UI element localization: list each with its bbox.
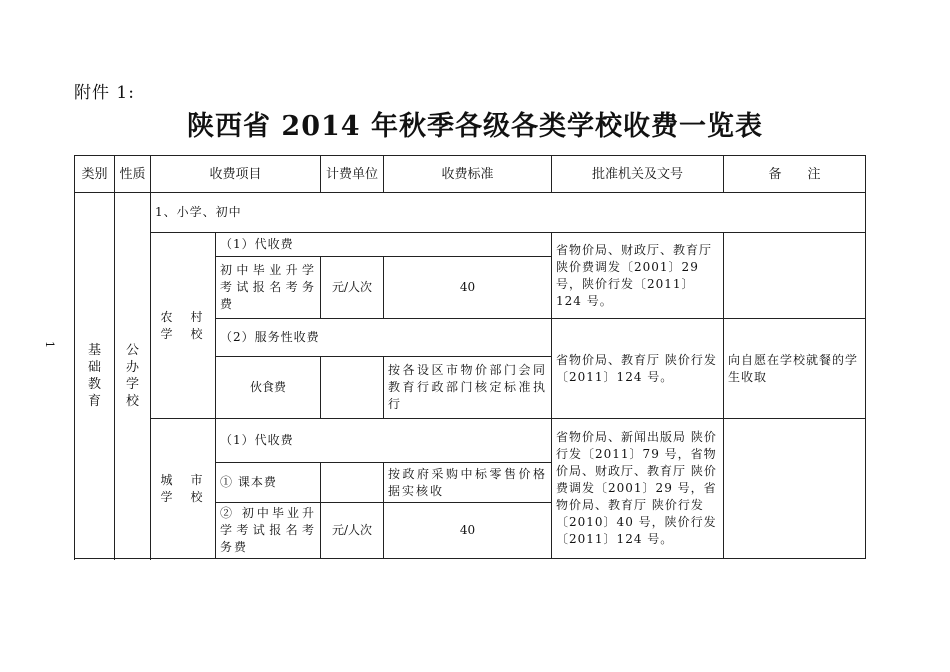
meal-fee-unit — [321, 357, 384, 419]
category-cell: 基 础 教 育 — [75, 193, 115, 559]
urban-exam-fee-unit: 元/人次 — [321, 503, 384, 559]
meal-fee-item: 伙食费 — [216, 357, 321, 419]
rural-group2-title: （2）服务性收费 — [216, 319, 552, 357]
fee-table — [74, 155, 866, 559]
urban-exam-fee-standard: 40 — [384, 503, 552, 559]
rural-school-label: 农 村 学 校 — [151, 233, 216, 419]
textbook-fee-standard: 按政府采购中标零售价格据实核收 — [384, 463, 552, 503]
textbook-fee-unit — [321, 463, 384, 503]
table-header-row — [75, 156, 866, 193]
nature-cell: 公 办 学 校 — [115, 193, 151, 559]
rural-exam-fee-item: 初中毕业升学考试报名考务费 — [216, 257, 321, 319]
page-number: 1 — [43, 341, 56, 348]
meal-fee-standard: 按各设区市物价部门会同教育行政部门核定标准执行 — [384, 357, 552, 419]
urban-school-label: 城 市 学 校 — [151, 419, 216, 559]
column-header-unit: 计费单位 — [321, 156, 384, 193]
column-header-fee-item: 收费项目 — [151, 156, 321, 193]
column-header-standard: 收费标准 — [384, 156, 552, 193]
document-title: 陕西省 2014 年秋季各级各类学校收费一览表 — [187, 111, 763, 142]
column-header-nature: 性质 — [115, 156, 151, 193]
table-row — [75, 233, 866, 257]
rural-group2-approval: 省物价局、教育厅 陕价行发〔2011〕124 号。 — [552, 319, 724, 419]
column-header-remark: 备 注 — [724, 156, 866, 193]
table-row — [75, 419, 866, 463]
urban-approval: 省物价局、新闻出版局 陕价行发〔2011〕79 号，省物价局、财政厅、教育厅 陕价费调发〔2001〕29 号，省物价局、教育厅 陕价行发〔2010〕40 号，陕价行发〔2011〕124 号。 — [552, 419, 724, 559]
attachment-label: 附件 1: — [74, 83, 135, 103]
rural-exam-fee-unit: 元/人次 — [321, 257, 384, 319]
rural-group1-remark — [724, 233, 866, 319]
rural-exam-fee-standard: 40 — [384, 257, 552, 319]
table-row — [75, 193, 866, 233]
rural-group2-remark: 向自愿在学校就餐的学生收取 — [724, 319, 866, 419]
urban-remark — [724, 419, 866, 559]
urban-exam-fee-item: ② 初中毕业升学考试报名考务费 — [216, 503, 321, 559]
urban-group-title: （1）代收费 — [216, 419, 552, 463]
column-header-approval: 批准机关及文号 — [552, 156, 724, 193]
rural-group1-approval: 省物价局、财政厅、教育厅 陕价费调发〔2001〕29 号，陕价行发〔2011〕124 号。 — [552, 233, 724, 319]
textbook-fee-item: ① 课本费 — [216, 463, 321, 503]
rural-group1-title: （1）代收费 — [216, 233, 552, 257]
column-header-category: 类别 — [75, 156, 115, 193]
section-title: 1、小学、初中 — [151, 193, 866, 233]
